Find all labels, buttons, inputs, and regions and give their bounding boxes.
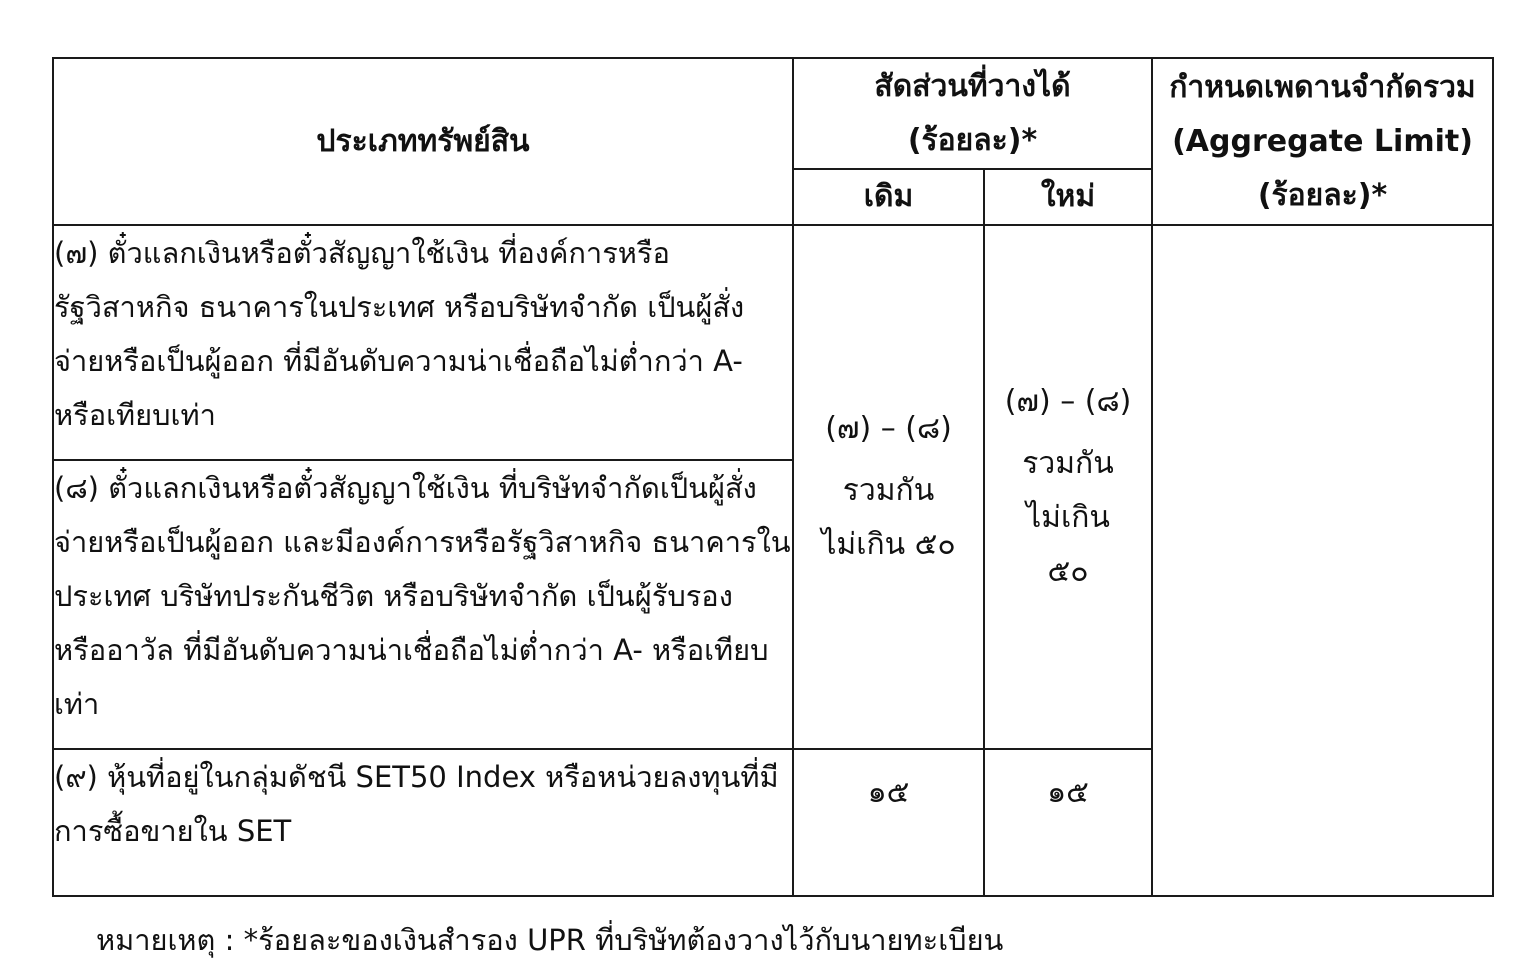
row-9-description bbox=[53, 749, 793, 896]
header-limit-line2: (Aggregate Limit) bbox=[1172, 123, 1473, 159]
footnote: หมายเหตุ : *ร้อยละของเงินสำรอง UPR ที่บริษัทต้องวางไว้กับนายทะเบียน bbox=[96, 923, 1004, 957]
header-new-label: ใหม่ bbox=[1040, 179, 1096, 214]
row-7-text: (๗) ตั๋วแลกเงินหรือตั๋วสัญญาใช้เงิน ที่องค์การหรือรัฐวิสาหกิจ ธนาคารในประเทศ หรือบริษัทจำกัด เป็นผู้สั่งจ่ายหรือเป็นผู้ออก ที่มีอันดับความน่าเชื่อถือไม่ต่ำกว่า A- หรือเทียบเท่า bbox=[54, 236, 745, 432]
header-ratio-line1: สัดส่วนที่วางได้ bbox=[874, 68, 1071, 104]
header-new bbox=[984, 169, 1152, 225]
combined-old-line1: (๗) – (๘) bbox=[825, 411, 952, 446]
combined-new-line4: ๕๐ bbox=[1047, 554, 1089, 589]
header-old-label: เดิม bbox=[863, 179, 914, 214]
header-asset-type-label: ประเภททรัพย์สิน bbox=[316, 123, 530, 159]
combined-new-line2: รวมกัน bbox=[1022, 446, 1114, 481]
row-7-description bbox=[53, 225, 793, 460]
header-old bbox=[793, 169, 984, 225]
combined-new-line3: ไม่เกิน bbox=[1026, 500, 1110, 535]
header-aggregate-limit bbox=[1152, 58, 1493, 225]
combined-new-line1: (๗) – (๘) bbox=[1004, 384, 1132, 419]
header-ratio-line2: (ร้อยละ)* bbox=[907, 122, 1038, 158]
combined-old-cell bbox=[793, 225, 984, 749]
row-8-description bbox=[53, 460, 793, 749]
combined-new-cell bbox=[984, 225, 1152, 749]
investment-limit-table bbox=[52, 57, 1494, 897]
row-9-new bbox=[984, 749, 1152, 896]
header-ratio bbox=[793, 58, 1152, 169]
row-9-new-value: ๑๕ bbox=[1047, 775, 1089, 810]
row-9-old bbox=[793, 749, 984, 896]
header-limit-line1: กำหนดเพดานจำกัดรวม bbox=[1169, 69, 1476, 105]
row-8-text: (๘) ตั๋วแลกเงินหรือตั๋วสัญญาใช้เงิน ที่บริษัทจำกัดเป็นผู้สั่งจ่ายหรือเป็นผู้ออก และมีองค์การหรือรัฐวิสาหกิจ ธนาคารในประเทศ บริษัทประกันชีวิต หรือบริษัทจำกัด เป็นผู้รับรอง หรืออาวัล ที่มีอันดับความน่าเชื่อถือไม่ต่ำกว่า A- หรือเทียบเท่า bbox=[54, 471, 791, 721]
row-9-text: (๙) หุ้นที่อยู่ในกลุ่มดัชนี SET50 Index หรือหน่วยลงทุนที่มีการซื้อขายใน SET bbox=[54, 760, 779, 848]
combined-old-line2: รวมกัน bbox=[842, 473, 935, 508]
header-limit-line3: (ร้อยละ)* bbox=[1257, 177, 1388, 213]
header-asset-type bbox=[53, 58, 793, 225]
combined-old-line3: ไม่เกิน ๕๐ bbox=[821, 527, 956, 562]
row-9-old-value: ๑๕ bbox=[867, 775, 910, 810]
aggregate-limit-cell bbox=[1152, 225, 1493, 896]
